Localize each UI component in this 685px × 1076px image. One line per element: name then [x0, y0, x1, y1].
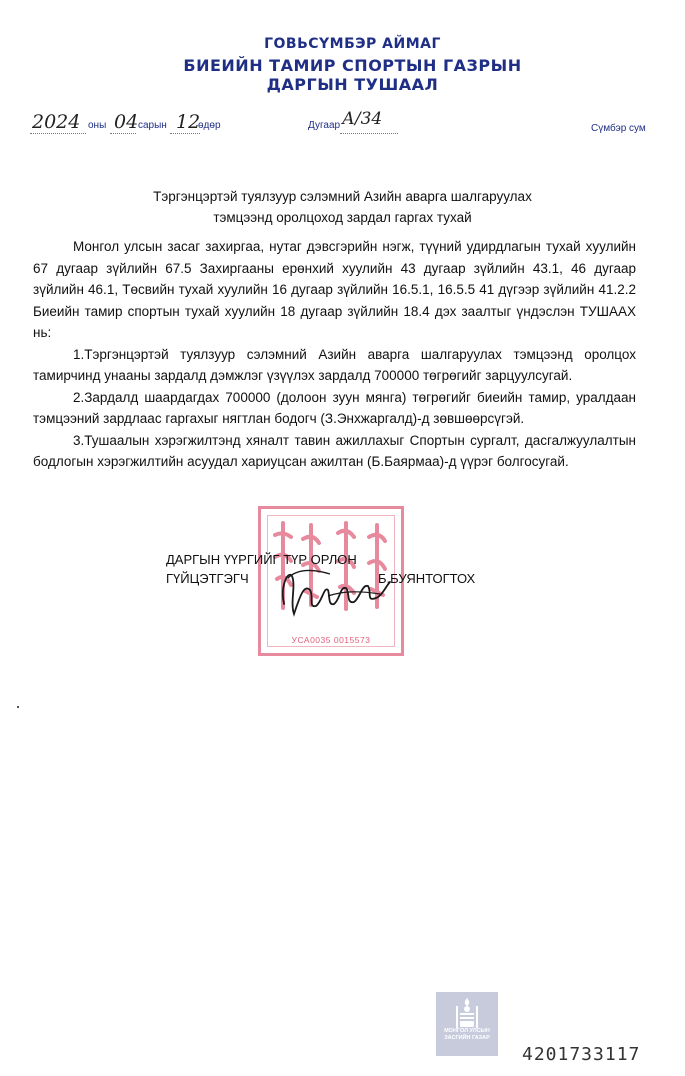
government-logo — [436, 992, 498, 1056]
number-label: Дугаар — [308, 120, 341, 131]
document-serial: 4201733117 — [522, 1044, 641, 1065]
agency-region: ГОВЬСҮМБЭР АЙМАГ — [264, 36, 441, 52]
agency-name: БИЕИЙН ТАМИР СПОРТЫН ГАЗРЫН — [183, 56, 522, 75]
margin-dot — [17, 706, 19, 708]
document-type: ДАРГЫН ТУШААЛ — [266, 75, 439, 94]
logo-text: МОНГОЛ УЛСЫН ЗАСГИЙН ГАЗАР — [444, 1028, 490, 1041]
subject-line-2: тэмцээнд оролцоход зардал гаргах тухай — [213, 210, 472, 225]
number-value: А/34 — [342, 109, 383, 129]
date-day: 12 — [176, 111, 201, 133]
document-subject — [0, 186, 685, 228]
preamble-paragraph: Монгол улсын засаг захиргаа, нутаг дэвсгэрийн нэгж, түүний удирдлагын тухай хуулийн 67 дугаар зүйлийн 67.5 Захиргааны ерөнхий хуулийн 43 дугаар зүйлийн 43.1, 46 дугаар зүйлийн 46.1, Төсвийн тухай хуулийн 16 дугаар зүйлийн 16.5.1, 16.5.5 41 дүгээр зүйлийн 41.2.2 Биеийн тамир спортын тухай хуулийн 18 дугаар зүйлийн 18.4 дэх заалтыг үндэслэн ТУШААХ нь: — [33, 239, 636, 340]
date-year-line — [30, 133, 86, 134]
date-day-suffix: өдөр — [198, 120, 221, 131]
signatory-title-2: ГҮЙЦЭТГЭГЧ — [166, 571, 249, 586]
date-year-suffix: оны — [88, 120, 107, 131]
place: Сүмбэр сум — [591, 123, 646, 134]
soyombo-icon — [436, 994, 498, 1030]
order-item-1: 1.Тэргэнцэртэй туялзуур сэлэмний Азийн аварга шалгаруулах тэмцээнд оролцох тамирчинд унааны зардалд дэмжлэг үзүүлэх зардалд 700000 төгрөгийг зарцуулсугай. — [33, 346, 636, 383]
document-body — [33, 236, 636, 473]
order-item-3: 3.Тушаалын хэрэгжилтэнд хяналт тавин ажиллахыг Спортын сургалт, дасгалжуулалтын бодлогын хэрэгжилтийн асуудал хариуцсан ажилтан (Б.Баярмаа)-д үүрэг болгосугай. — [33, 432, 636, 469]
date-month-suffix: сарын — [138, 120, 167, 131]
handwritten-signature — [270, 556, 410, 626]
subject-line-1: Тэргэнцэртэй туялзуур сэлэмний Азийн аварга шалгаруулах — [153, 189, 532, 204]
date-month: 04 — [114, 111, 139, 133]
date-row — [30, 108, 670, 138]
date-year: 2024 — [32, 111, 81, 133]
order-item-2: 2.Зардалд шаардагдах 700000 (долоон зуун мянга) төгрөгийг биеийн тамир, уралдаан тэмцээний зардлаас гаргахыг нягтлан бодогч (З.Энхжаргалд)-д зөвшөөрсүгэй. — [33, 389, 636, 426]
date-day-line — [170, 133, 200, 134]
number-line — [340, 133, 398, 134]
date-month-line — [110, 133, 136, 134]
signatory-name: Б.БУЯНТОГТОХ — [378, 571, 476, 586]
signatory-title-1: ДАРГЫН ҮҮРГИЙГ ТҮР ОРЛОН — [166, 552, 357, 567]
stamp-code: УСА0035 0015573 — [291, 635, 371, 645]
